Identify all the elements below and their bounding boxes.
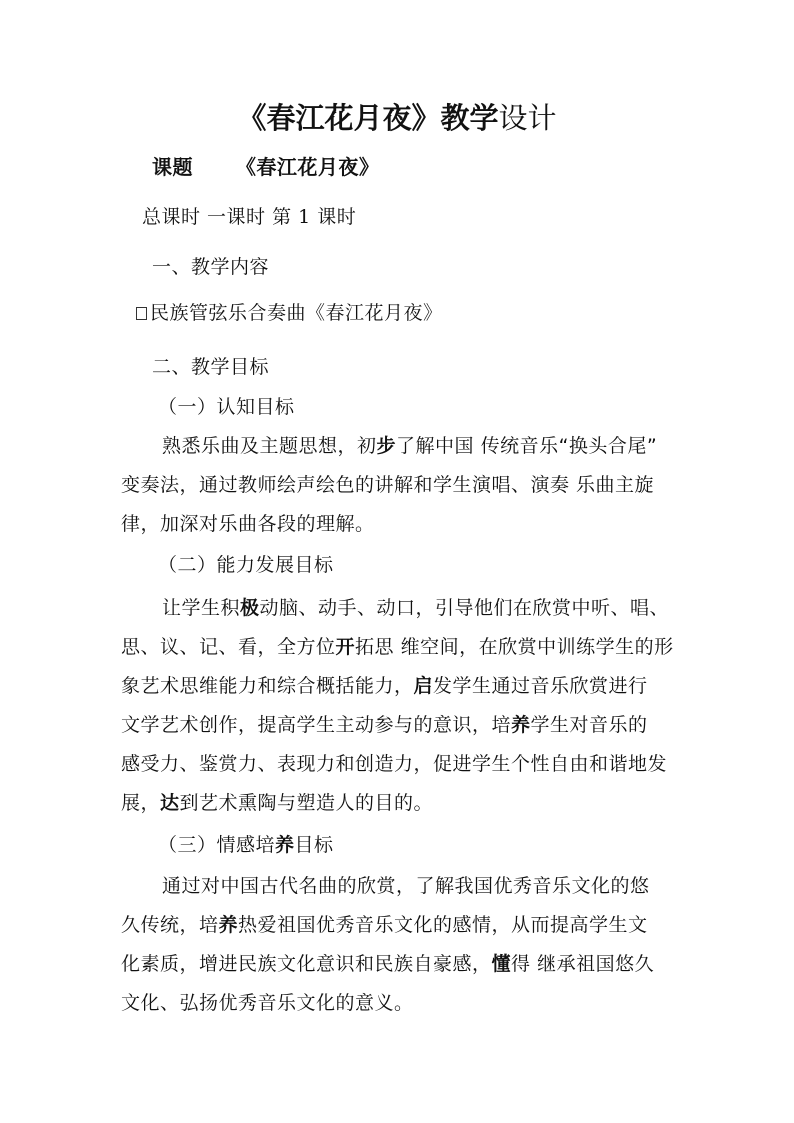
text-run: 拓思 维空间，在欣赏中训练学生的形 <box>355 636 674 658</box>
sub-2-line-1 <box>162 595 669 621</box>
title-bold-part: 《春江花月夜》教学 <box>237 101 499 135</box>
text-run: 动脑、动手、动口，引导他们在欣赏中听、唱、 <box>259 597 670 619</box>
sub-2-line-6 <box>121 790 433 816</box>
section-1-item-text: 民族管弦乐合奏曲《春江花月夜》 <box>150 302 443 324</box>
sub-3-line-4: 文化、弘扬优秀音乐文化的意义。 <box>121 992 414 1014</box>
text-run: 化素质，增进民族文化意识和民族自豪感， <box>121 953 492 975</box>
text-run: 目标 <box>294 834 334 856</box>
text-run: 久传统，培 <box>121 914 219 936</box>
class-hours-text: 总课时 一课时 第 <box>142 206 299 228</box>
text-run: 展， <box>121 792 161 814</box>
sub-2-line-4 <box>121 712 648 738</box>
text-run: （三）情感培 <box>158 834 276 856</box>
bold-char: 懂 <box>491 953 512 975</box>
text-run: 发学生通过音乐欣赏进行 <box>433 675 648 697</box>
sub-2-line-5: 感受力、鉴赏力、表现力和创造力，促进学生个性自由和谐地发 <box>121 753 668 775</box>
title-rest-part: 设计 <box>498 101 557 135</box>
section-1-item <box>136 300 443 326</box>
class-hours-line <box>142 204 356 230</box>
section-1-heading: 一、教学内容 <box>152 256 270 278</box>
sub-1-line-3: 律，加深对乐曲各段的理解。 <box>121 513 375 535</box>
bold-char: 开 <box>335 636 356 658</box>
subject-line <box>152 154 379 180</box>
bold-char: 养 <box>511 714 531 736</box>
bold-char: 步 <box>376 435 397 457</box>
text-run: 得 继承祖国悠久 <box>511 953 655 975</box>
sub-1-line-1 <box>162 433 657 459</box>
text-run: 学生对音乐的 <box>530 714 648 736</box>
sub-2-line-3 <box>121 673 648 699</box>
sub-1-heading: （一）认知目标 <box>158 396 295 418</box>
sub-2-line-2 <box>121 634 674 660</box>
checkbox-bullet-icon <box>136 307 147 320</box>
bold-char: 极 <box>240 597 260 619</box>
bold-char: 达 <box>160 792 180 814</box>
sub-2-heading: （二）能力发展目标 <box>158 554 334 576</box>
sub-3-line-1: 通过对中国古代名曲的欣赏，了解我国优秀音乐文化的悠 <box>162 875 650 897</box>
sub-3-heading <box>158 832 334 858</box>
text-run: 了解中国 传统音乐“换头合尾” <box>396 435 658 457</box>
sub-3-line-2 <box>121 912 648 938</box>
text-run: 熟悉乐曲及主题思想，初 <box>162 435 377 457</box>
bold-char: 养 <box>218 914 239 936</box>
class-hours-unit: 课时 <box>310 206 357 228</box>
text-run: 象艺术思维能力和综合概括能力， <box>121 675 414 697</box>
class-hours-number: 1 <box>298 206 311 228</box>
sub-1-line-2: 变奏法，通过教师绘声绘色的讲解和学生演唱、演奏 乐曲主旋 <box>121 474 655 496</box>
section-2-heading: 二、教学目标 <box>152 356 270 378</box>
text-run: 文学艺术创作，提高学生主动参与的意识，培 <box>121 714 512 736</box>
subject-value: 《春江花月夜》 <box>235 155 380 179</box>
text-run: 热爱祖国优秀音乐文化的感情，从而提高学生文 <box>238 914 648 936</box>
sub-3-line-3 <box>121 951 654 977</box>
text-run: 思、议、记、看，全方位 <box>121 636 336 658</box>
subject-label: 课题 <box>152 155 193 179</box>
text-run: 到艺术熏陶与塑造人的目的。 <box>179 792 434 814</box>
document-title <box>0 100 794 136</box>
bold-char: 启 <box>413 675 434 697</box>
text-run: 让学生积 <box>162 597 241 619</box>
bold-char: 养 <box>275 834 295 856</box>
